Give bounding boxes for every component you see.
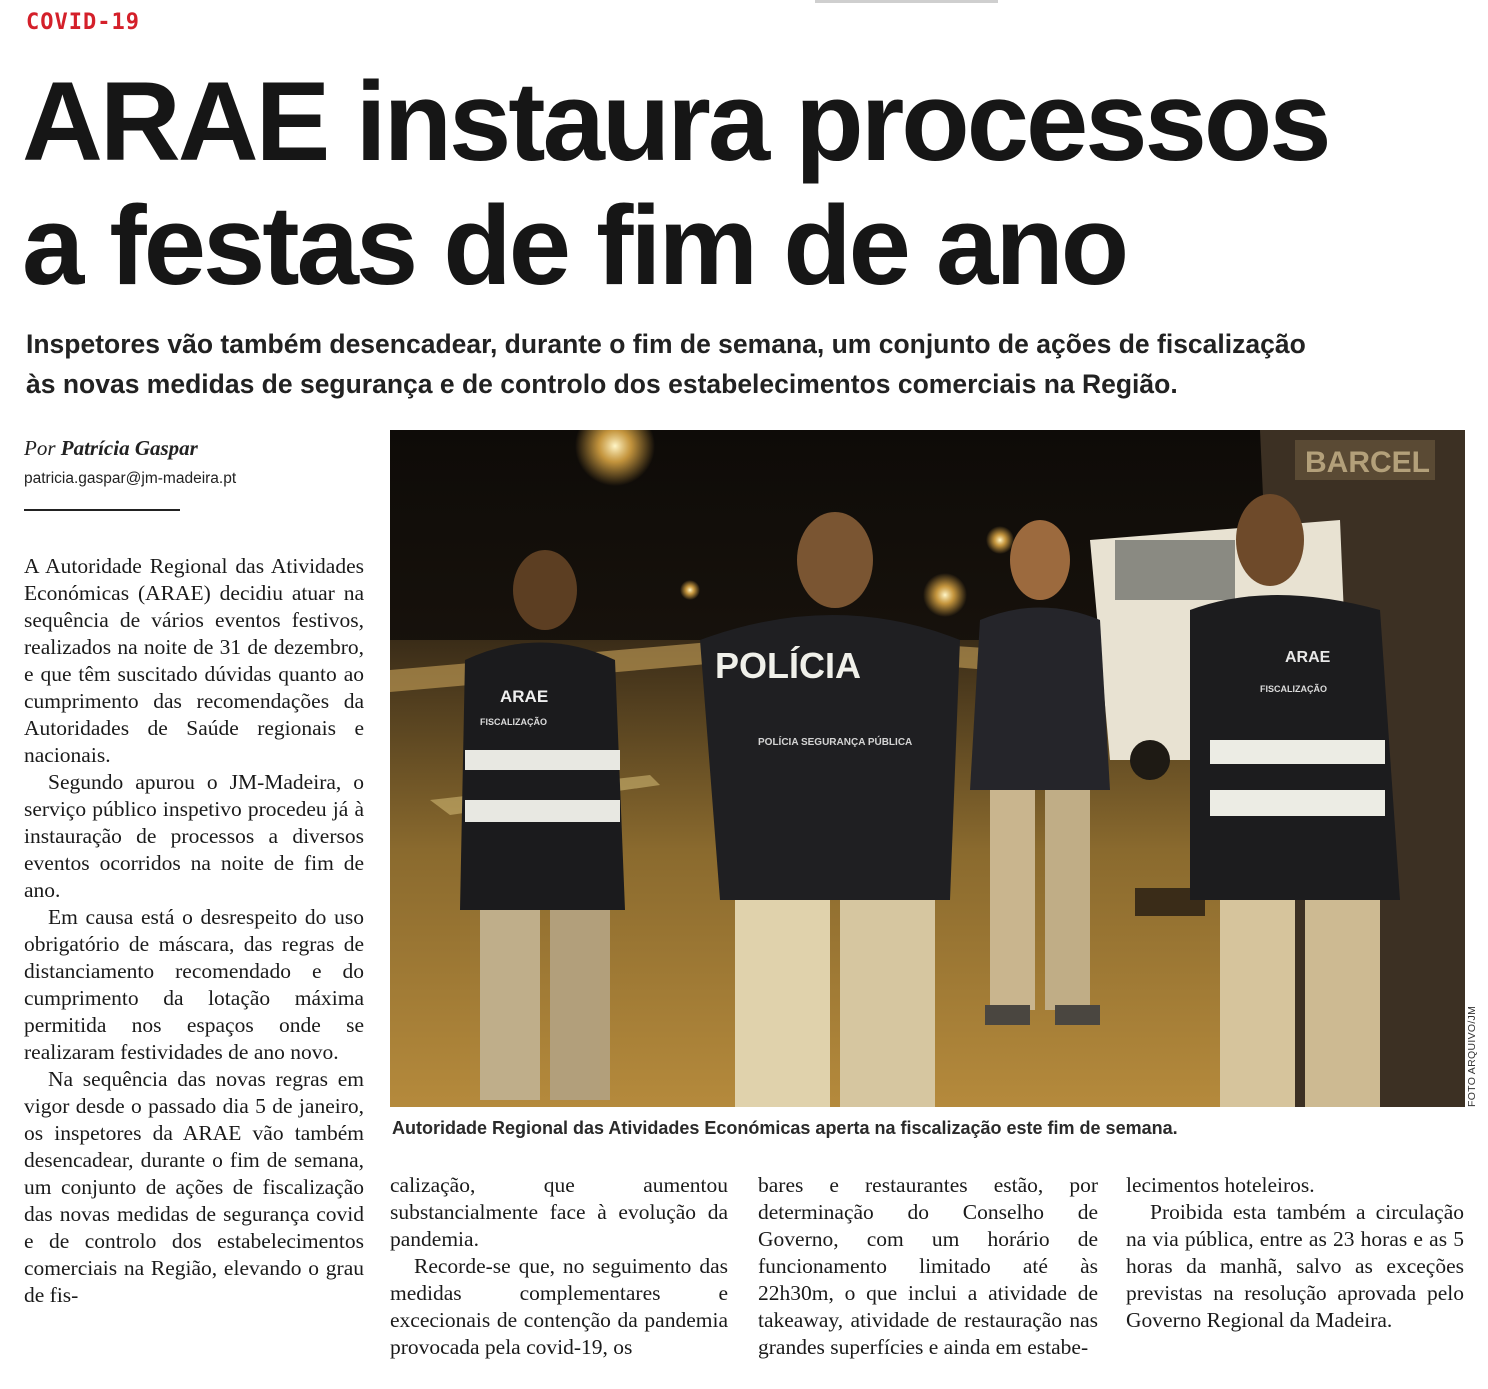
photo-jacket-sublabel: FISCALIZAÇÃO (1260, 684, 1327, 694)
byline (24, 436, 198, 461)
top-rule (815, 0, 998, 3)
storefront-sign: BARCEL (1305, 446, 1430, 479)
byline-author: Patrícia Gaspar (60, 436, 198, 460)
paragraph: calização, que aumentou substancialmente face à evolução da pandemia. (390, 1173, 728, 1251)
section-label: COVID-19 (26, 10, 140, 35)
author-email[interactable]: patricia.gaspar@jm-madeira.pt (24, 470, 237, 487)
subheading (26, 324, 1466, 404)
headline (22, 60, 1329, 308)
photo-jacket-label: POLÍCIA (715, 645, 862, 686)
headline-line-2: a festas de fim de ano (22, 183, 1127, 308)
article-photo (390, 430, 1465, 1107)
byline-divider (24, 509, 180, 511)
article-column-2 (390, 1172, 728, 1361)
photo-jacket-label: ARAE (1285, 649, 1331, 666)
article-column-4 (1126, 1172, 1464, 1334)
byline-prefix: Por (24, 436, 56, 460)
paragraph: Segundo apurou o JM-Madeira, o serviço público inspetivo procedeu já à instauração de processos a diversos eventos ocorridos na noite de fim de ano. (24, 770, 364, 902)
headline-line-1: ARAE instaura processos (22, 59, 1329, 184)
article-column-1 (24, 553, 364, 1309)
paragraph: bares e restaurantes estão, por determinação do Conselho de Governo, com um horário de funcionamento limitado até às 22h30m, o que inclui a atividade de takeaway, atividade de restauração nas grandes superfícies e ainda em estabe- (758, 1173, 1098, 1359)
paragraph: Proibida esta também a circulação na via pública, entre as 23 horas e as 5 horas da manhã, salvo as exceções previstas na resolução aprovada pelo Governo Regional da Madeira. (1126, 1200, 1464, 1332)
article-column-3 (758, 1172, 1098, 1361)
paragraph: A Autoridade Regional das Atividades Económicas (ARAE) decidiu atuar na sequência de vários eventos festivos, realizados na noite de 31 de dezembro, e que têm suscitado dúvidas quanto ao cumprimento das recomendações da Autoridades de Saúde regionais e nacionais. (24, 554, 364, 767)
subheading-line-1: Inspetores vão também desencadear, durante o fim de semana, um conjunto de ações de fiscalização (26, 329, 1306, 359)
photo-jacket-sublabel: POLÍCIA SEGURANÇA PÚBLICA (758, 737, 913, 748)
paragraph: Na sequência das novas regras em vigor desde o passado dia 5 de janeiro, os inspetores da ARAE vão também desencadear, durante o fim de semana, um conjunto de ações de fiscalização das novas medidas de segurança covid e de controlo dos estabelecimentos comerciais na Região, elevando o grau de fis- (24, 1067, 364, 1307)
subheading-line-2: às novas medidas de segurança e de controlo dos estabelecimentos comerciais na Região. (26, 369, 1178, 399)
photo-credit: FOTO ARQUIVO/JM (1466, 1005, 1478, 1107)
paragraph: Recorde-se que, no seguimento das medidas complementares e excecionais de contenção da pandemia provocada pela covid-19, os (390, 1254, 728, 1359)
photo-jacket-sublabel: FISCALIZAÇÃO (480, 717, 547, 727)
paragraph: Em causa está o desrespeito do uso obrigatório de máscara, das regras de distanciamento recomendado e do cumprimento da lotação máxima permitida nos espaços onde se realizaram festividades de ano novo. (24, 905, 364, 1064)
paragraph: lecimentos hoteleiros. (1126, 1173, 1315, 1197)
photo-jacket-label: ARAE (500, 687, 549, 706)
photo-caption: Autoridade Regional das Atividades Económicas aperta na fiscalização este fim de semana. (392, 1118, 1178, 1138)
